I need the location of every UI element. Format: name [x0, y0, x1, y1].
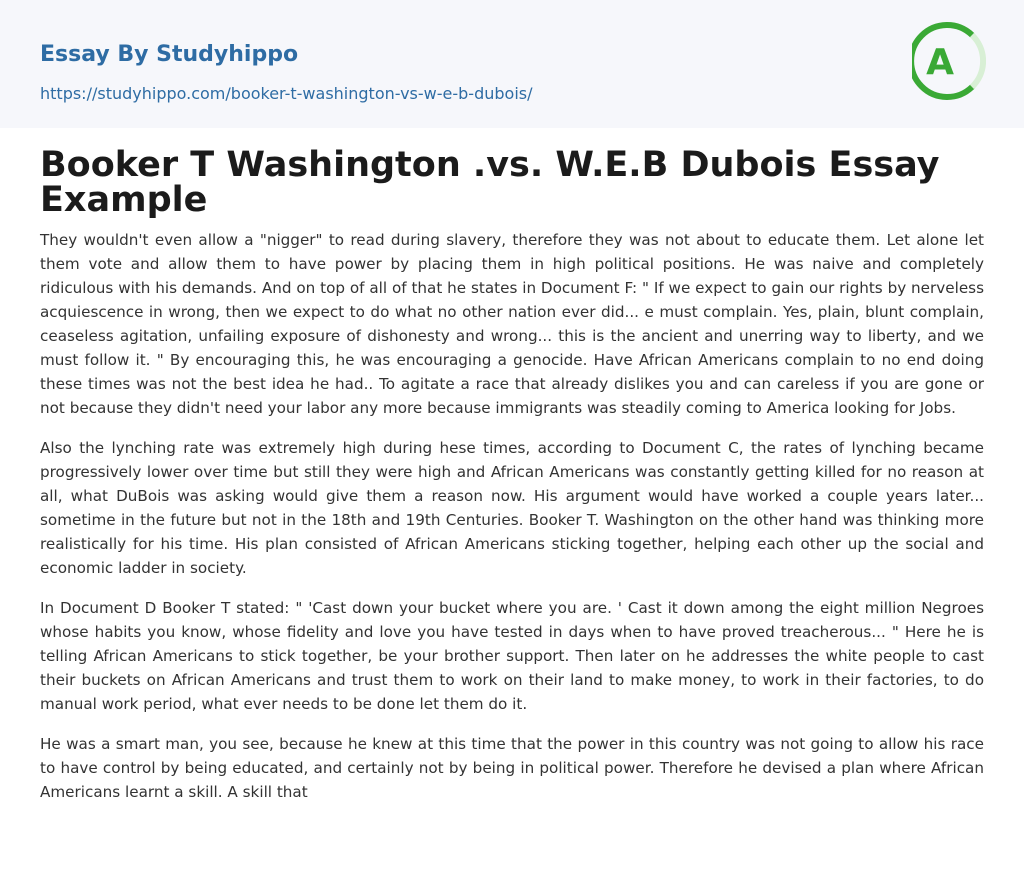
essay-paragraph-1: They wouldn't even allow a "nigger" to read during slavery, therefore they was not about to educate them. Let alone let them vote and allow them to have power by placing them in high political positions. He was naive and completely ridiculous with his demands. And on top of all of that he states in Document F: " If we expect to gain our rights by nerveless acquiescence in wrong, then we expect to do what no other nation ever did... e must complain. Yes, plain, blunt complain, ceaseless agitation, unfailing exposure of dishonesty and wrong... this is the ancient and unerring way to liberty, and we must follow it. " By encouraging this, he was encouraging a genocide. Have African Americans complain to no end doing these times was not the best idea he had.. To agitate a race that already dislikes you and can careless if you are gone or not because they didn't need your labor any more because immigrants was steadily coming to America looking for Jobs.: [40, 231, 984, 417]
essay-paragraph-2: Also the lynching rate was extremely high during hese times, according to Document C, the rates of lynching became progressively lower over time but still they were high and African Americans was constantly getting killed for no reason at all, what DuBois was asking would give them a reason now. His argument would have worked a couple years later... sometime in the future but not in the 18th and 19th Centuries. Booker T. Washington on the other hand was thinking more realistically for his time. His plan consisted of African Americans sticking together, helping each other up the social and economic ladder in society.: [40, 439, 984, 577]
svg-text:A: A: [926, 42, 954, 83]
brand-title[interactable]: Essay By Studyhippo: [40, 42, 299, 67]
essay-paragraph-3: In Document D Booker T stated: " 'Cast down your bucket where you are. ' Cast it down among the eight million Negroes whose habits you know, whose fidelity and love you have tested in days when to have proved treacherous... " Here he is telling African Americans to stick together, be your brother support. Then later on he addresses the white people to cast their buckets on African Americans and trust them to work on their land to make money, to work in their factories, to do manual work period, what ever needs to be done let them do it.: [40, 599, 984, 713]
studyhippo-logo-icon[interactable]: [912, 18, 986, 104]
page-title: Booker T Washington .vs. W.E.B Dubois Essay Example: [40, 145, 940, 220]
essay-paragraph-4: He was a smart man, you see, because he knew at this time that the power in this country was not going to allow his race to have control by being educated, and certainly not by being in political power. Therefore he devised a plan where African Americans learnt a skill. A skill that: [40, 735, 984, 801]
essay-body: [40, 228, 984, 820]
site-header: [0, 0, 1024, 128]
source-url-link[interactable]: https://studyhippo.com/booker-t-washington-vs-w-e-b-dubois/: [40, 84, 533, 103]
